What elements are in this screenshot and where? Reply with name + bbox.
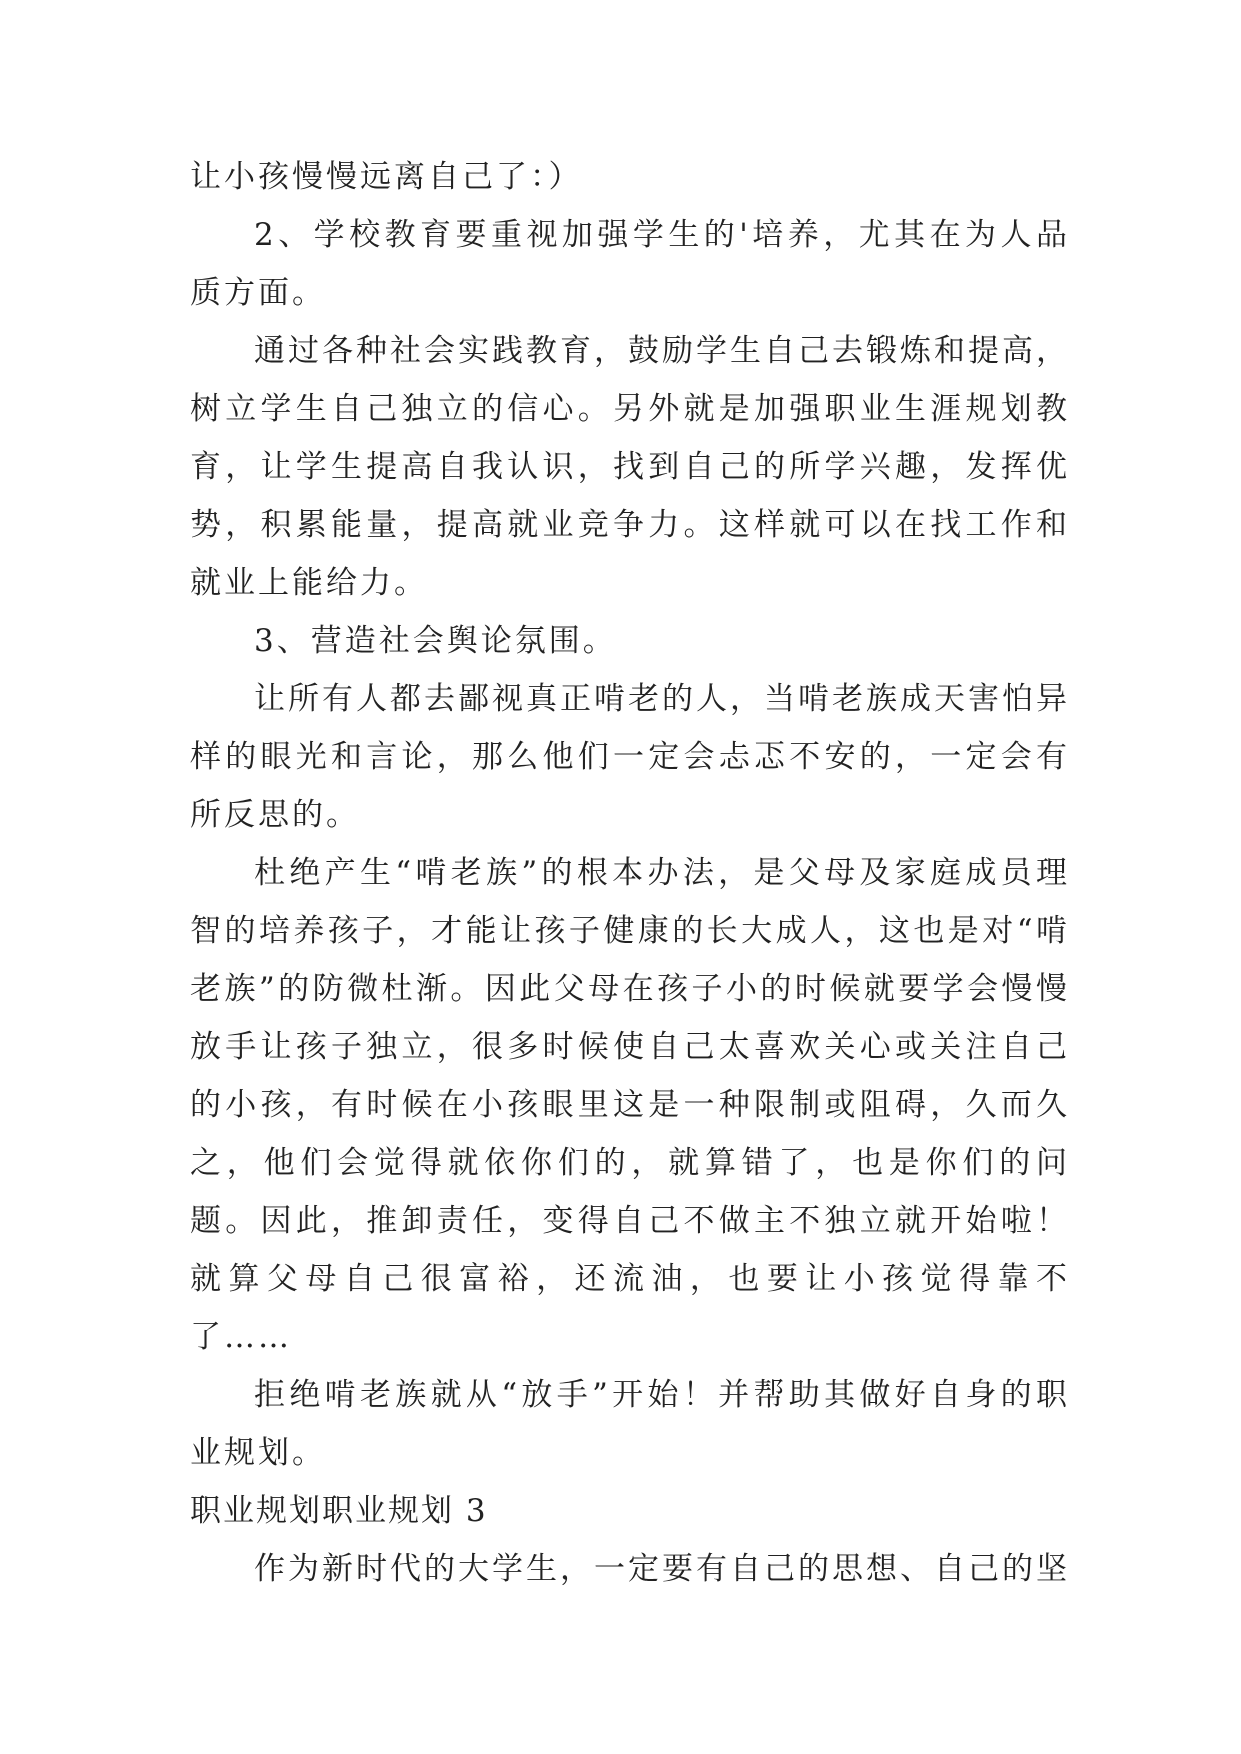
section-heading: 职业规划职业规划 3 (190, 1493, 488, 1529)
paragraph-parents: 杜绝产生“啃老族”的根本办法，是父母及家庭成员理智的培养孩子，才能让孩子健康的长大成人，这也是对“啃老族”的防微杜渐。因此父母在孩子小的时候就要学会慢慢放手让孩子独立，很多时候使自己太喜欢关心或关注自己的小孩，有时候在小孩眼里这是一种限制或阻碍，久而久之，他们会觉得就依你们的，就算错了，也是你们的问题。因此，推卸责任，变得自己不做主不独立就开始啦！就算父母自己很富裕，还流油，也要让小孩觉得靠不了…… (190, 855, 1070, 1355)
paragraph-new-era: 作为新时代的大学生，一定要有自己的思想、自己的坚 (254, 1551, 1070, 1587)
paragraph-let-go: 拒绝啃老族就从“放手”开始！并帮助其做好自身的职业规划。 (190, 1377, 1070, 1471)
paragraph-despise: 让所有人都去鄙视真正啃老的人，当啃老族成天害怕异样的眼光和言论，那么他们一定会忐忑不安的，一定会有所反思的。 (190, 681, 1070, 833)
paragraph-public-opinion: 3、营造社会舆论氛围。 (254, 623, 617, 659)
paragraph-school-education: 2、学校教育要重视加强学生的'培养，尤其在为人品质方面。 (190, 217, 1070, 311)
document-body (190, 148, 1070, 1598)
paragraph-continuation: 让小孩慢慢远离自己了：） (190, 159, 583, 195)
paragraph-social-practice: 通过各种社会实践教育，鼓励学生自己去锻炼和提高，树立学生自己独立的信心。另外就是加强职业生涯规划教育，让学生提高自我认识，找到自己的所学兴趣，发挥优势，积累能量，提高就业竞争力。这样就可以在找工作和就业上能给力。 (190, 333, 1070, 601)
